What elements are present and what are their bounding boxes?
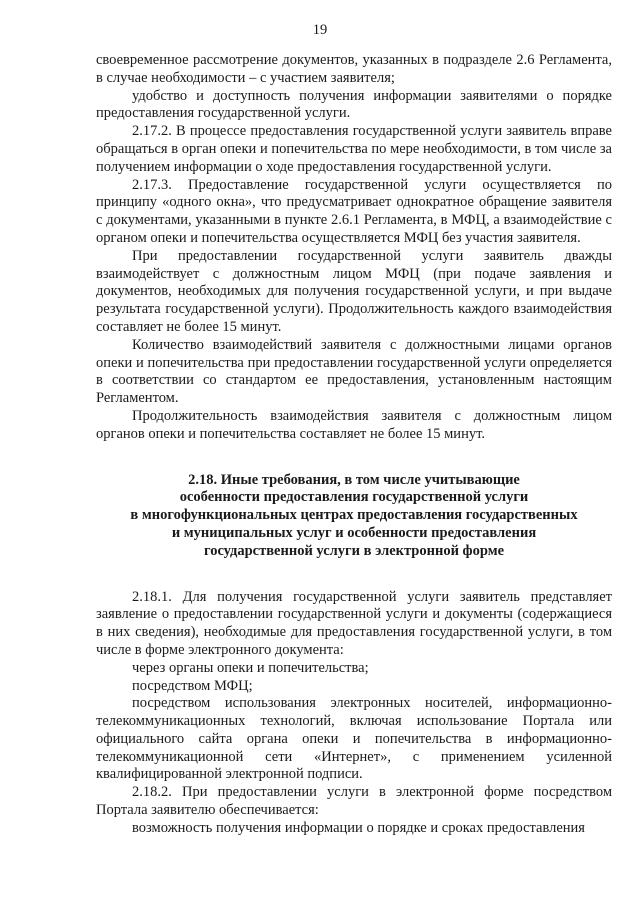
heading-line: в многофункциональных центрах предоставления государственных <box>130 507 578 524</box>
paragraph: посредством использования электронных носителей, информационно-телекоммуникационных технологий, включая использование Портала или официального сайта органа опеки и попечительства в информационно-телекоммуникационной сети «Интернет», с применением усиленной квалифицированной электронной подписи. <box>96 695 612 783</box>
heading-line: государственной услуги в электронной форме <box>203 542 505 559</box>
paragraph: возможность получения информации о порядке и сроках предоставления <box>132 819 585 836</box>
page-number: 19 <box>312 22 328 38</box>
paragraph: 2.17.3. Предоставление государственной услуги осуществляется по принципу «одного окна», что предусматривает однократное обращение заявителя с документами, указанными в пункте 2.6.1 Регламента, в МФЦ, а взаимодействие с органом опеки и попечительства осуществляется МФЦ без участия заявителя. <box>96 176 612 246</box>
heading-line: 2.18. Иные требования, в том числе учитывающие <box>188 471 520 488</box>
heading-line: особенности предоставления государственной услуги <box>179 489 529 506</box>
paragraph: 2.17.2. В процессе предоставления государственной услуги заявитель вправе обращаться в орган опеки и попечительства по мере необходимости, в том числе за получением информации о ходе предоставления государственной услуги. <box>96 123 612 175</box>
paragraph: Количество взаимодействий заявителя с должностными лицами органов опеки и попечительства при предоставлении государственной услуги определяется в соответствии со стандартом ее предоставления, установленным настоящим Регламентом. <box>96 336 612 407</box>
paragraph: удобство и доступность получения информации заявителями о порядке предоставления государственной услуги. <box>96 87 612 122</box>
paragraph: Продолжительность взаимодействия заявителя с должностным лицом органов опеки и попечительства составляет не более 15 минут. <box>96 407 612 442</box>
paragraph: 2.18.2. При предоставлении услуги в электронной форме посредством Портала заявителю обеспечивается: <box>96 784 612 819</box>
paragraph: посредством МФЦ; <box>132 677 253 694</box>
document-body <box>96 52 612 838</box>
paragraph: через органы опеки и попечительства; <box>132 659 369 676</box>
paragraph: 2.18.1. Для получения государственной услуги заявитель представляет заявление о предоставлении государственной услуги и документы (содержащиеся в них сведения), необходимые для предоставления государственной услуги, в том числе в форме электронного документа: <box>96 588 612 658</box>
heading-line: и муниципальных услуг и особенности предоставления <box>171 524 537 541</box>
paragraph: При предоставлении государственной услуги заявитель дважды взаимодействует с должностным лицом МФЦ (при подаче заявления и документов, необходимых для получения государственной услуги, и при выдаче результата государственной услуги). Продолжительность каждого взаимодействия составляет не более 15 минут. <box>96 247 612 335</box>
paragraph: своевременное рассмотрение документов, указанных в подразделе 2.6 Регламента, в случае необходимости – с участием заявителя; <box>96 52 612 86</box>
section-heading <box>96 472 612 561</box>
